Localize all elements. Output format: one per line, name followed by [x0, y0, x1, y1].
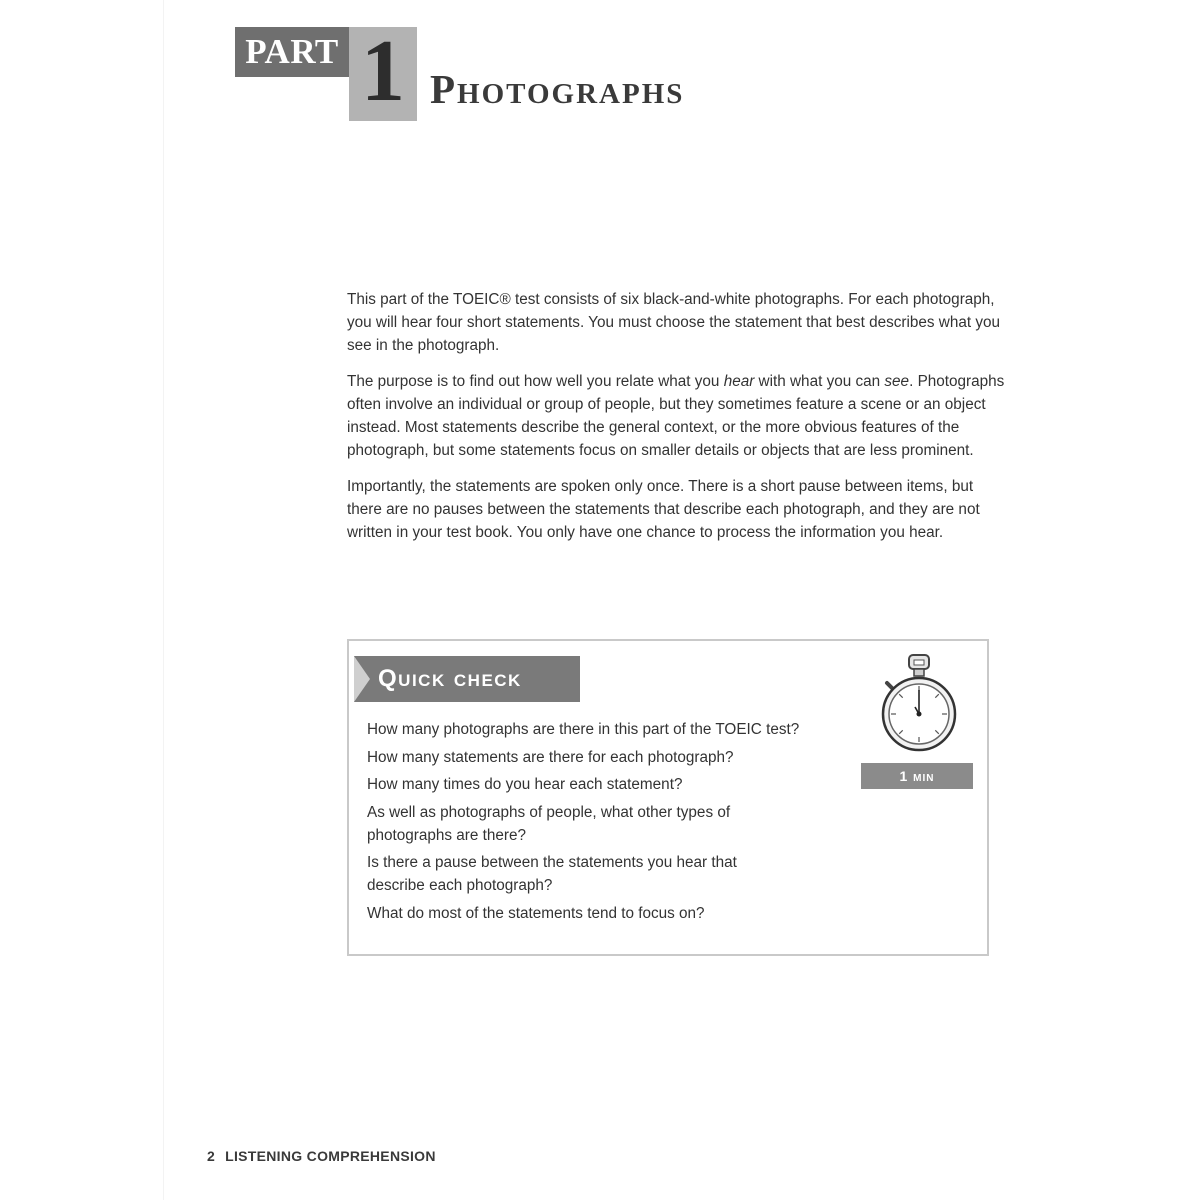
intro-paragraph-1: This part of the TOEIC® test consists of six black-and-white photographs. For each photograph, you will hear four short statements. You must choose the statement that best describes what you see in the photograph. — [347, 291, 1001, 354]
quick-check-question: What do most of the statements tend to focus on? — [367, 904, 705, 922]
page-edge — [163, 0, 164, 1200]
page-number: 2 — [207, 1148, 216, 1164]
intro-paragraph-2 — [347, 370, 1007, 462]
timer-badge: 1 min — [861, 763, 973, 789]
page-title: Photographs — [430, 66, 685, 112]
quick-check-question: As well as photographs of people, what other types of photographs are there? — [367, 803, 731, 844]
quick-check-questions — [367, 718, 837, 929]
stopwatch-icon — [875, 652, 963, 764]
intro-p2-part-b: with what you can — [754, 373, 885, 390]
intro-p2-hear: hear — [723, 373, 755, 390]
intro-p2-part-a: The purpose is to find out how well you relate what you — [347, 373, 724, 390]
intro-paragraph-3: Importantly, the statements are spoken only once. There is a short pause between items, but there are no pauses between the statements that describe each photograph, and they are not written in your test book. You only have one chance to process the information you hear. — [347, 478, 980, 541]
quick-check-question: How many statements are there for each photograph? — [367, 748, 734, 766]
page-footer — [207, 1148, 436, 1164]
footer-section-title: LISTENING COMPREHENSION — [225, 1148, 436, 1164]
quick-check-question: How many photographs are there in this part of the TOEIC test? — [367, 721, 800, 738]
quick-check-heading: Quick check — [354, 656, 580, 702]
quick-check-question: How many times do you hear each statement? — [367, 776, 683, 793]
part-number: 1 — [361, 23, 405, 120]
intro-p2-see: see — [884, 373, 910, 390]
quick-check-question: Is there a pause between the statements you hear that describe each photograph? — [367, 854, 737, 894]
part-label: PART — [235, 27, 349, 77]
intro-text — [347, 288, 1007, 557]
quick-check-heading-tip — [354, 656, 370, 702]
intro-p2-part-c: . Photographs often involve an individual or group of people, but they sometimes feature a scene or an object instead. Most statements describe the general context, or the more obvious features of the photograph, but some statements focus on smaller details or objects that are less prominent. — [347, 373, 1005, 459]
